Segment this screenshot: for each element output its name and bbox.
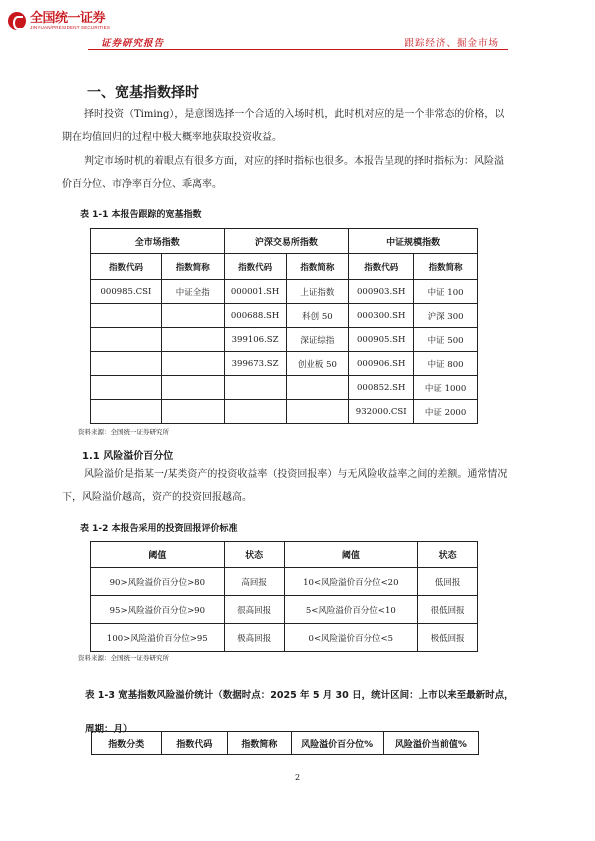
column-header: 指数简称 <box>286 254 349 280</box>
table-cell: 创业板 50 <box>286 352 349 376</box>
column-header: 指数代码 <box>91 254 162 280</box>
table-cell: 极高回报 <box>224 624 284 652</box>
table-cell <box>91 400 162 424</box>
table-cell <box>161 376 224 400</box>
column-header: 指数简称 <box>228 732 291 755</box>
logo-name-en: JINYUAN/PRESIDENT SECURITIES <box>30 25 111 30</box>
column-header: 指数代码 <box>349 254 414 280</box>
table-cell <box>161 352 224 376</box>
table-cell: 000688.SH <box>224 304 286 328</box>
table-cell <box>91 328 162 352</box>
slogan-label: 跟踪经济、掘金市场 <box>404 38 499 49</box>
table-row <box>91 304 478 328</box>
page-header <box>0 0 595 48</box>
table-cell: 上证指数 <box>286 280 349 304</box>
table-cell <box>161 328 224 352</box>
column-header: 风险溢价当前值% <box>383 732 478 755</box>
table-row <box>91 352 478 376</box>
column-header: 状态 <box>418 542 478 568</box>
table-cell: 932000.CSI <box>349 400 414 424</box>
logo-icon <box>8 12 26 30</box>
table-cell: 中证 100 <box>414 280 478 304</box>
table-row <box>91 280 478 304</box>
table-cell: 000906.SH <box>349 352 414 376</box>
table1-caption: 表 1-1 本报告跟踪的宽基指数 <box>80 210 202 220</box>
table-cell: 0<风险溢价百分位<5 <box>284 624 418 652</box>
section-title: 一、宽基指数择时 <box>87 85 199 101</box>
group-header: 中证规模指数 <box>349 229 478 254</box>
table-row <box>91 376 478 400</box>
table-cell <box>161 400 224 424</box>
table-cell: 中证 500 <box>414 328 478 352</box>
table-cell: 100>风险溢价百分位>95 <box>91 624 225 652</box>
table-cell: 399106.SZ <box>224 328 286 352</box>
table-cell: 中证 1000 <box>414 376 478 400</box>
table-row <box>91 328 478 352</box>
table-cell <box>286 400 349 424</box>
table1-source: 资料来源：全国统一证券研究所 <box>78 428 169 436</box>
paragraph-risk-premium: 风险溢价是指某一/某类资产的投资收益率（投资回报率）与无风险收益率之间的差额。通常情况下，风险溢价越高，资产的投资回报越高。 <box>62 469 508 503</box>
table-cell <box>224 400 286 424</box>
column-header: 状态 <box>224 542 284 568</box>
table-cell <box>286 376 349 400</box>
column-header: 指数代码 <box>224 254 286 280</box>
table-cell: 深证综指 <box>286 328 349 352</box>
risk-premium-stats-table <box>91 731 479 755</box>
table2-caption: 表 1-2 本报告采用的投资回报评价标准 <box>80 524 238 534</box>
table-cell: 000985.CSI <box>91 280 162 304</box>
group-header: 沪深交易所指数 <box>224 229 349 254</box>
column-header: 阈值 <box>284 542 418 568</box>
column-header: 阈值 <box>91 542 225 568</box>
paragraph-timing: 择时投资（Timing），是意图选择一个合适的入场时机，此时机对应的是一个非常态的价格，以期在均值回归的过程中极大概率地获取投资收益。 <box>62 109 505 143</box>
table-cell: 10<风险溢价百分位<20 <box>284 568 418 596</box>
table-row <box>91 624 478 652</box>
column-header: 风险溢价百分位% <box>291 732 383 755</box>
table-cell: 000001.SH <box>224 280 286 304</box>
column-header: 指数分类 <box>92 732 162 755</box>
column-header: 指数简称 <box>161 254 224 280</box>
column-header: 指数代码 <box>161 732 228 755</box>
table-cell <box>224 376 286 400</box>
logo-name-cn: 全国统一证券 <box>30 11 106 26</box>
header-divider <box>88 49 508 50</box>
table-cell: 科创 50 <box>286 304 349 328</box>
table-cell: 中证 2000 <box>414 400 478 424</box>
table-cell: 极低回报 <box>418 624 478 652</box>
table-cell: 95>风险溢价百分位>90 <box>91 596 225 624</box>
table-cell: 000903.SH <box>349 280 414 304</box>
table3-caption: 表 1-3 宽基指数风险溢价统计（数据时点：2025 年 5 月 30 日，统计区间：上市以来至最新时点，周期：月） <box>85 690 514 735</box>
table-row <box>91 400 478 424</box>
page-number: 2 <box>294 773 301 782</box>
table-cell: 399673.SZ <box>224 352 286 376</box>
table-cell <box>91 352 162 376</box>
table-cell: 5<风险溢价百分位<10 <box>284 596 418 624</box>
column-header: 指数简称 <box>414 254 478 280</box>
index-tracking-table <box>90 228 478 424</box>
table-cell: 000300.SH <box>349 304 414 328</box>
table-cell <box>91 376 162 400</box>
subsection-title: 1.1 风险溢价百分位 <box>82 451 174 462</box>
table-row <box>91 596 478 624</box>
table-cell: 90>风险溢价百分位>80 <box>91 568 225 596</box>
table-cell: 000905.SH <box>349 328 414 352</box>
table-cell <box>161 304 224 328</box>
report-type-label: 证券研究报告 <box>101 38 165 49</box>
table-cell: 很低回报 <box>418 596 478 624</box>
table-row <box>91 568 478 596</box>
table-cell: 低回报 <box>418 568 478 596</box>
return-criteria-table <box>90 541 478 652</box>
paragraph-indicators: 判定市场时机的着眼点有很多方面，对应的择时指标也很多。本报告呈现的择时指标为：风险溢价百分位、市净率百分位、乖离率。 <box>62 156 504 190</box>
table-cell: 000852.SH <box>349 376 414 400</box>
table-cell: 很高回报 <box>224 596 284 624</box>
table2-source: 资料来源：全国统一证券研究所 <box>78 654 169 662</box>
company-logo <box>8 12 110 31</box>
table-cell: 高回报 <box>224 568 284 596</box>
table-cell <box>91 304 162 328</box>
table-cell: 中证全指 <box>161 280 224 304</box>
table-cell: 沪深 300 <box>414 304 478 328</box>
group-header: 全市场指数 <box>91 229 225 254</box>
table-cell: 中证 800 <box>414 352 478 376</box>
